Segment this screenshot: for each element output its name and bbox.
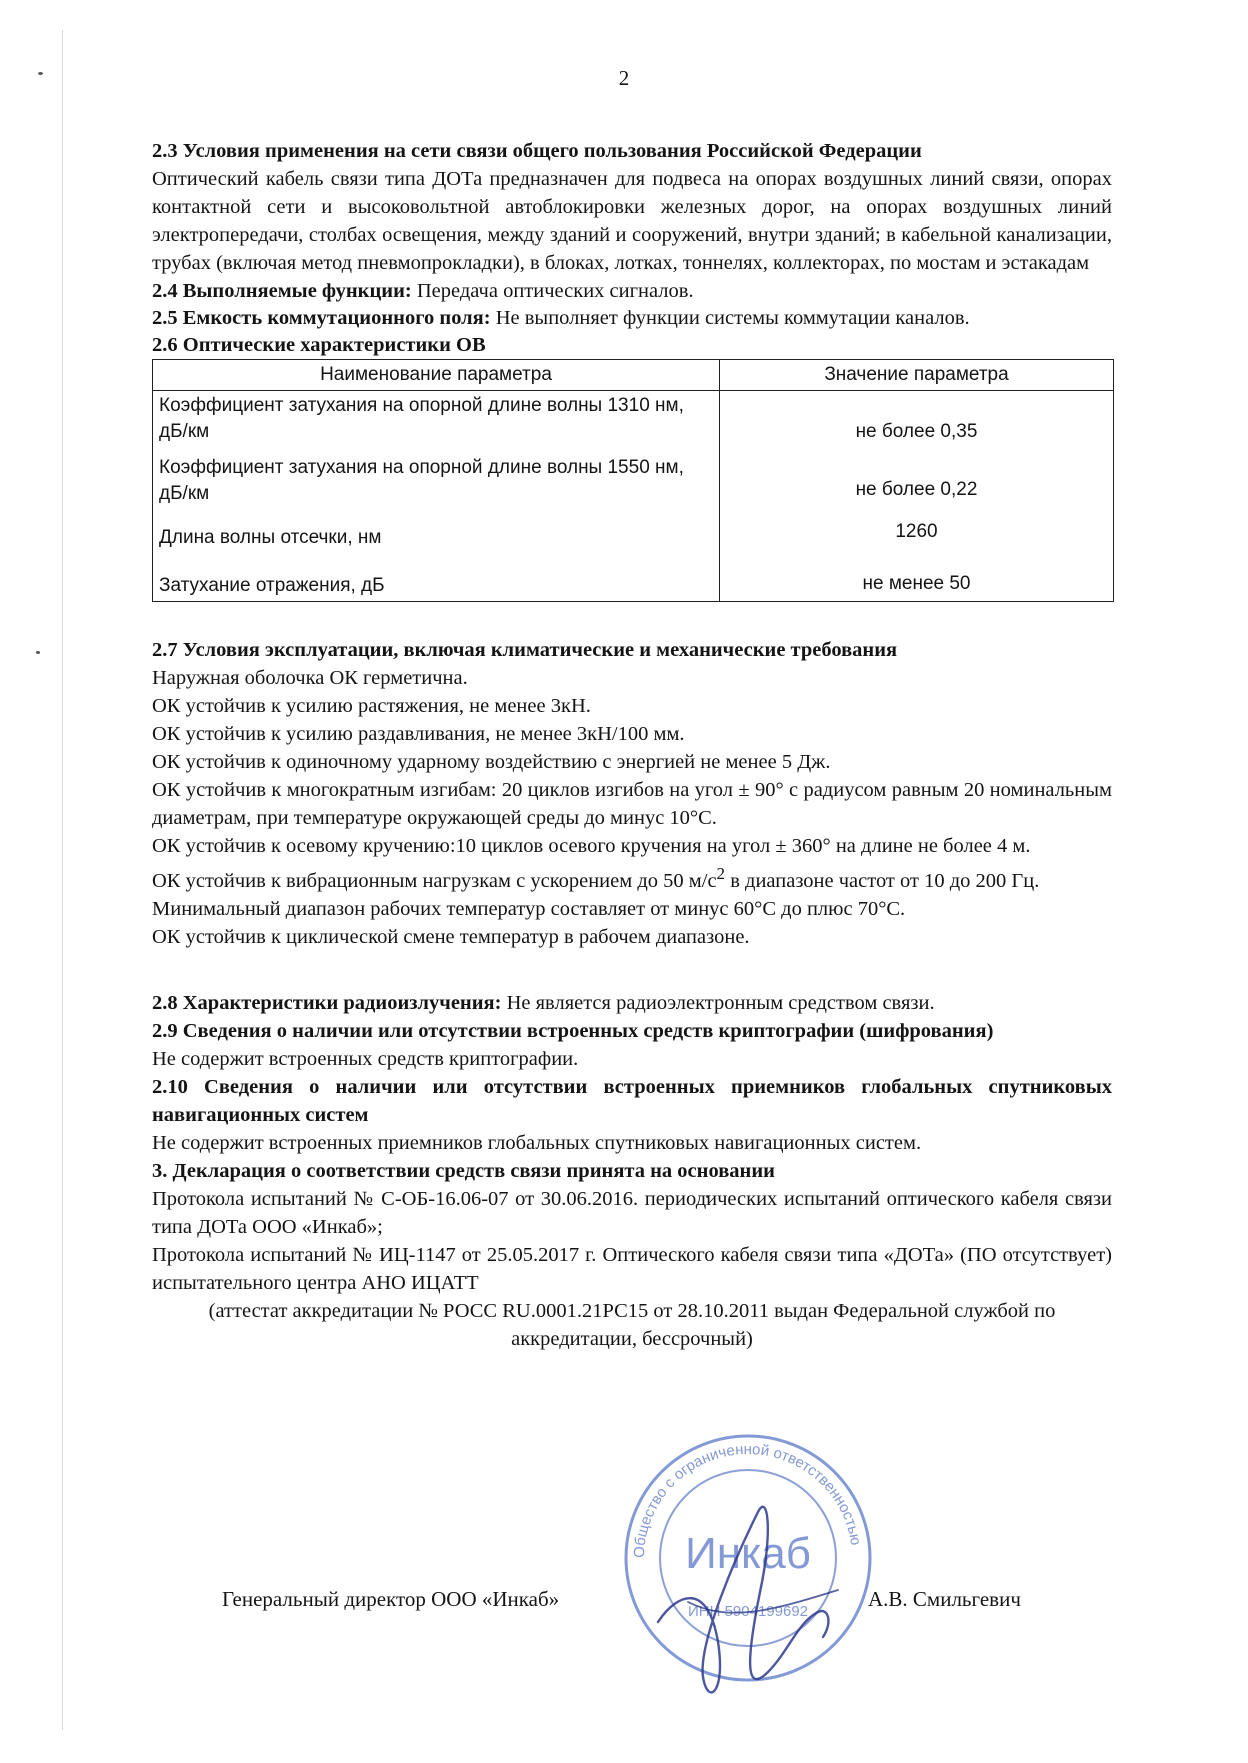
section-2-5 <box>152 305 1112 332</box>
section-2-4 <box>152 277 1112 305</box>
spacer <box>152 602 1112 636</box>
vibration-text-end: в диапазоне частот от 10 до 200 Гц. <box>725 869 1040 892</box>
table-header-row <box>153 360 1114 391</box>
scan-edge-line <box>62 30 63 1730</box>
table-cell-value <box>720 391 1114 454</box>
section-2-5-heading: 2.5 Емкость коммутационного поля: <box>152 307 491 329</box>
scan-speck <box>36 651 40 654</box>
section-2-7-line: ОК устойчив к осевому кручению:10 циклов осевого кручения на угол ± 360° на длине не более 4 м. <box>152 835 1031 857</box>
spacer <box>152 951 1112 989</box>
table-header-value: Значение параметра <box>720 360 1114 391</box>
table-row <box>153 515 1114 557</box>
section-2-8-heading: 2.8 Характеристики радиоизлучения: <box>152 991 502 1014</box>
table-cell-value-text: не более 0,35 <box>855 421 978 442</box>
vibration-text: ОК устойчив к вибрационным нагрузкам с ускорением до 50 м/с <box>152 869 717 892</box>
section-2-8-text: Не является радиоэлектронным средством связи. <box>501 991 935 1014</box>
section-2-10-heading: 2.10 Сведения о наличии или отсутствии встроенных приемников глобальных спутниковых навигационных систем <box>152 1075 1112 1126</box>
page-number: 2 <box>618 66 630 90</box>
table-cell-value-text: не более 0,22 <box>855 479 978 500</box>
stamp-inn: ИНН 5904199692 <box>687 1603 809 1620</box>
table-row <box>153 391 1114 454</box>
section-2-8 <box>152 989 1112 1017</box>
section-3-heading: 3. Декларация о соответствии средств связи принята на основании <box>152 1159 775 1182</box>
section-2-7-heading: 2.7 Условия эксплуатации, включая климатические и механические требования <box>152 639 898 661</box>
section-2-7-vibration <box>152 860 1112 895</box>
signatory-name: А.В. Смильгевич <box>868 1587 1021 1611</box>
section-2-7-line: Наружная оболочка ОК герметична. <box>152 667 468 689</box>
section-2-5-text: Не выполняет функции системы коммутации каналов. <box>490 307 970 329</box>
table-cell-value <box>720 453 1114 515</box>
section-2-3-heading: 2.3 Условия применения на сети связи общего пользования Российской Федерации <box>152 140 922 162</box>
section-2-3-text: Оптический кабель связи типа ДОТа предназначен для подвеса на опорах воздушных линий связи, опорах контактной сети и высоковольтной автоблокировки железных дорог, на опорах воздушных линий электропередачи, столбах освещения, между зданий и сооружений, внутри зданий; в кабельной канализации, трубах (включая метод пневмопрокладки), в блоках, лотках, тоннелях, коллекторах, по мостам и эстакадам <box>152 168 1112 274</box>
table-cell-name: Затухание отражения, дБ <box>153 557 720 602</box>
table-row <box>153 453 1114 515</box>
handwritten-signature <box>648 1472 848 1712</box>
section-2-4-text: Передача оптических сигналов. <box>411 280 694 302</box>
table-cell-name: Коэффициент затухания на опорной длине волны 1550 нм, дБ/км <box>153 453 720 515</box>
section-2-7-line: ОК устойчив к усилию раздавливания, не менее 3кН/100 мм. <box>152 723 685 745</box>
signatory-position: Генеральный директор ООО «Инкаб» <box>222 1587 560 1611</box>
section-2-10-text: Не содержит встроенных приемников глобальных спутниковых навигационных систем. <box>152 1131 922 1154</box>
section-2-7-line: ОК устойчив к циклической смене температур в рабочем диапазоне. <box>152 925 750 948</box>
section-2-6-heading: 2.6 Оптические характеристики ОВ <box>152 334 486 356</box>
section-2-7-line: ОК устойчив к многократным изгибам: 20 циклов изгибов на угол ± 90° с радиусом равным 20 номинальным диаметрам, при температуре окружающей среды до минус 10°С. <box>152 779 1112 829</box>
stamp-name: Инкаб <box>685 1529 811 1578</box>
document-body <box>152 137 1112 1353</box>
section-2-9-heading: 2.9 Сведения о наличии или отсутствии встроенных средств криптографии (шифрования) <box>152 1019 994 1042</box>
section-2-7-line: ОК устойчив к одиночному ударному воздействию с энергией не менее 5 Дж. <box>152 751 831 773</box>
table-cell-name: Коэффициент затухания на опорной длине волны 1310 нм, дБ/км <box>153 391 720 454</box>
table-row <box>153 557 1114 602</box>
section-3-protocol-1: Протокола испытаний № С-ОБ-16.06-07 от 30.06.2016. периодических испытаний оптического кабеля связи типа ДОТа ООО «Инкаб»; <box>152 1187 1112 1238</box>
section-2-7-line: Минимальный диапазон рабочих температур составляет от минус 60°С до плюс 70°С. <box>152 897 906 920</box>
table-cell-name: Длина волны отсечки, нм <box>153 515 720 557</box>
stamp-org-text: Общество с ограниченной ответственностью <box>630 1440 865 1559</box>
section-2-7-line: ОК устойчив к усилию растяжения, не менее 3кН. <box>152 695 591 717</box>
section-3-protocol-2: Протокола испытаний № ИЦ-1147 от 25.05.2017 г. Оптического кабеля связи типа «ДОТа» (ПО отсутствует) испытательного центра АНО ИЦАТТ <box>152 1243 1112 1294</box>
section-2-9-text: Не содержит встроенных средств криптографии. <box>152 1047 579 1070</box>
table-cell-value: 1260 <box>720 515 1114 557</box>
table-header-name: Наименование параметра <box>153 360 720 391</box>
section-2-4-heading: 2.4 Выполняемые функции: <box>152 280 412 302</box>
optical-characteristics-table <box>152 359 1114 602</box>
section-3-accreditation: (аттестат аккредитации № РОСС RU.0001.21РС15 от 28.10.2011 выдан Федеральной службой по аккредитации, бессрочный) <box>208 1299 1056 1350</box>
table-cell-value: не менее 50 <box>720 557 1114 602</box>
vibration-superscript: 2 <box>716 864 726 883</box>
